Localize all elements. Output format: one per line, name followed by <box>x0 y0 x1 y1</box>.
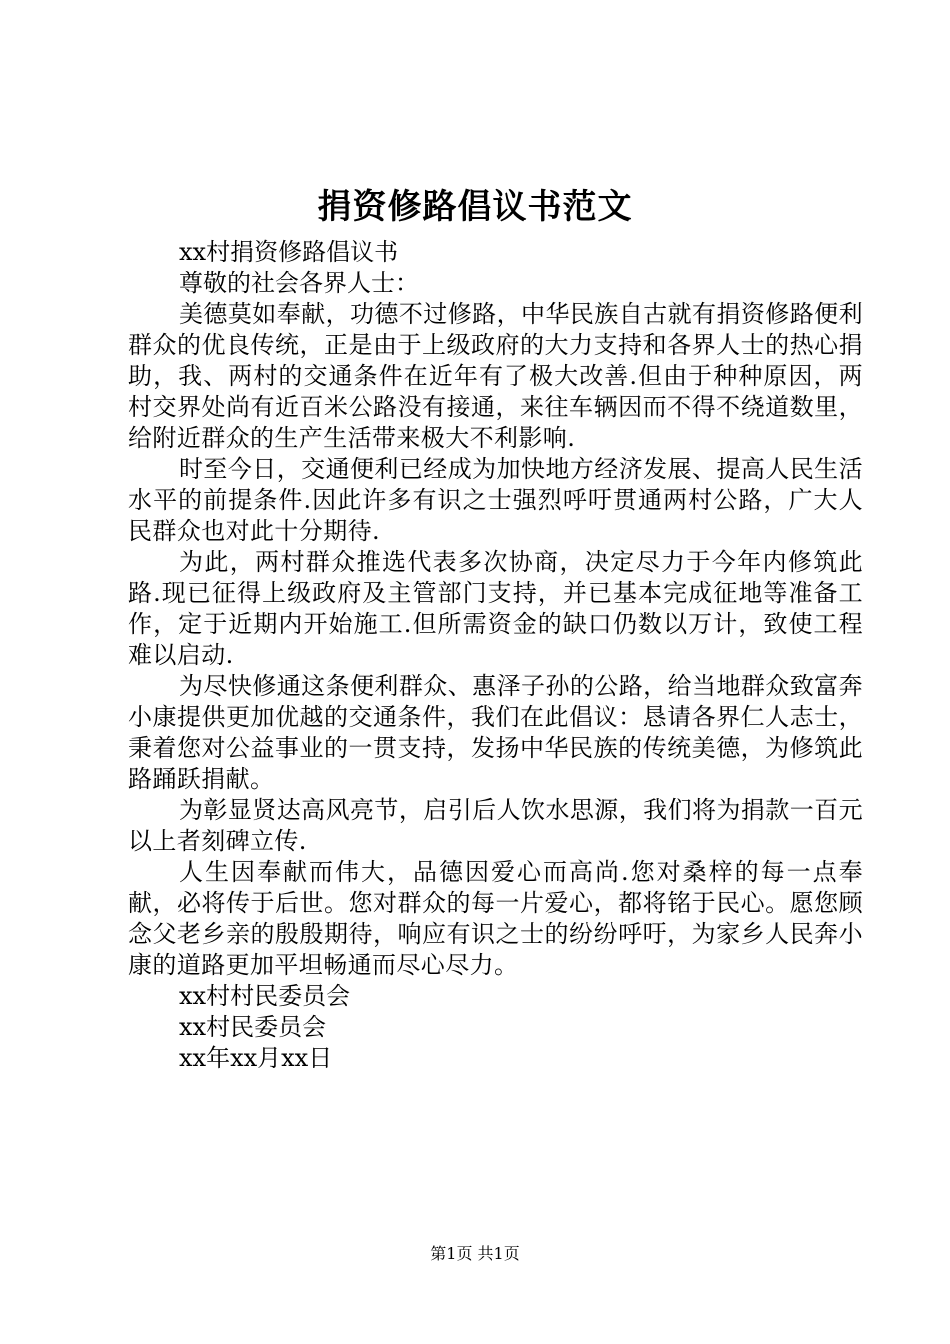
signature-committee: xx村村民委员会 <box>179 982 351 1010</box>
signature-date: xx年xx月xx日 <box>179 1044 333 1072</box>
paragraph: 为此，两村群众推选代表多次协商，决定尽力于今年内修筑此路.现已征得上级政府及主管部门支持，并已基本完成征地等准备工作，定于近期内开始施工.但所需资金的缺口仍数以万计，致使工程难以启动. <box>128 548 863 669</box>
document-body <box>128 237 863 1074</box>
salutation: 尊敬的社会各界人士： <box>179 269 419 297</box>
paragraph: 人生因奉献而伟大，品德因爱心而高尚.您对桑梓的每一点奉献，必将传于后世。您对群众的每一片爱心，都将铭于民心。愿您顾念父老乡亲的殷殷期待，响应有识之士的纷纷呼吁，为家乡人民奔小康的道路更加平坦畅通而尽心尽力。 <box>128 858 863 979</box>
document-title: 捐资修路倡议书范文 <box>317 187 633 227</box>
paragraph: 为尽快修通这条便利群众、惠泽子孙的公路，给当地群众致富奔小康提供更加优越的交通条件，我们在此倡议：恳请各界仁人志士，秉着您对公益事业的一贯支持，发扬中华民族的传统美德，为修筑此路踊跃捐献。 <box>128 672 863 793</box>
paragraph: 为彰显贤达高风亮节，启引后人饮水思源，我们将为捐款一百元以上者刻碑立传. <box>128 796 863 855</box>
letter-heading: xx村捐资修路倡议书 <box>179 238 399 266</box>
signature-committee-short: xx村民委员会 <box>179 1013 327 1041</box>
paragraph: 时至今日，交通便利已经成为加快地方经济发展、提高人民生活水平的前提条件.因此许多有识之士强烈呼吁贯通两村公路，广大人民群众也对此十分期待. <box>128 455 863 545</box>
paragraph: 美德莫如奉献，功德不过修路，中华民族自古就有捐资修路便利群众的优良传统，正是由于上级政府的大力支持和各界人士的热心捐助，我、两村的交通条件在近年有了极大改善.但由于种种原因，两村交界处尚有近百米公路没有接通，来往车辆因而不得不绕道数里，给附近群众的生产生活带来极大不利影响. <box>128 300 863 452</box>
page-number-footer: 第1页 共1页 <box>430 1244 520 1263</box>
